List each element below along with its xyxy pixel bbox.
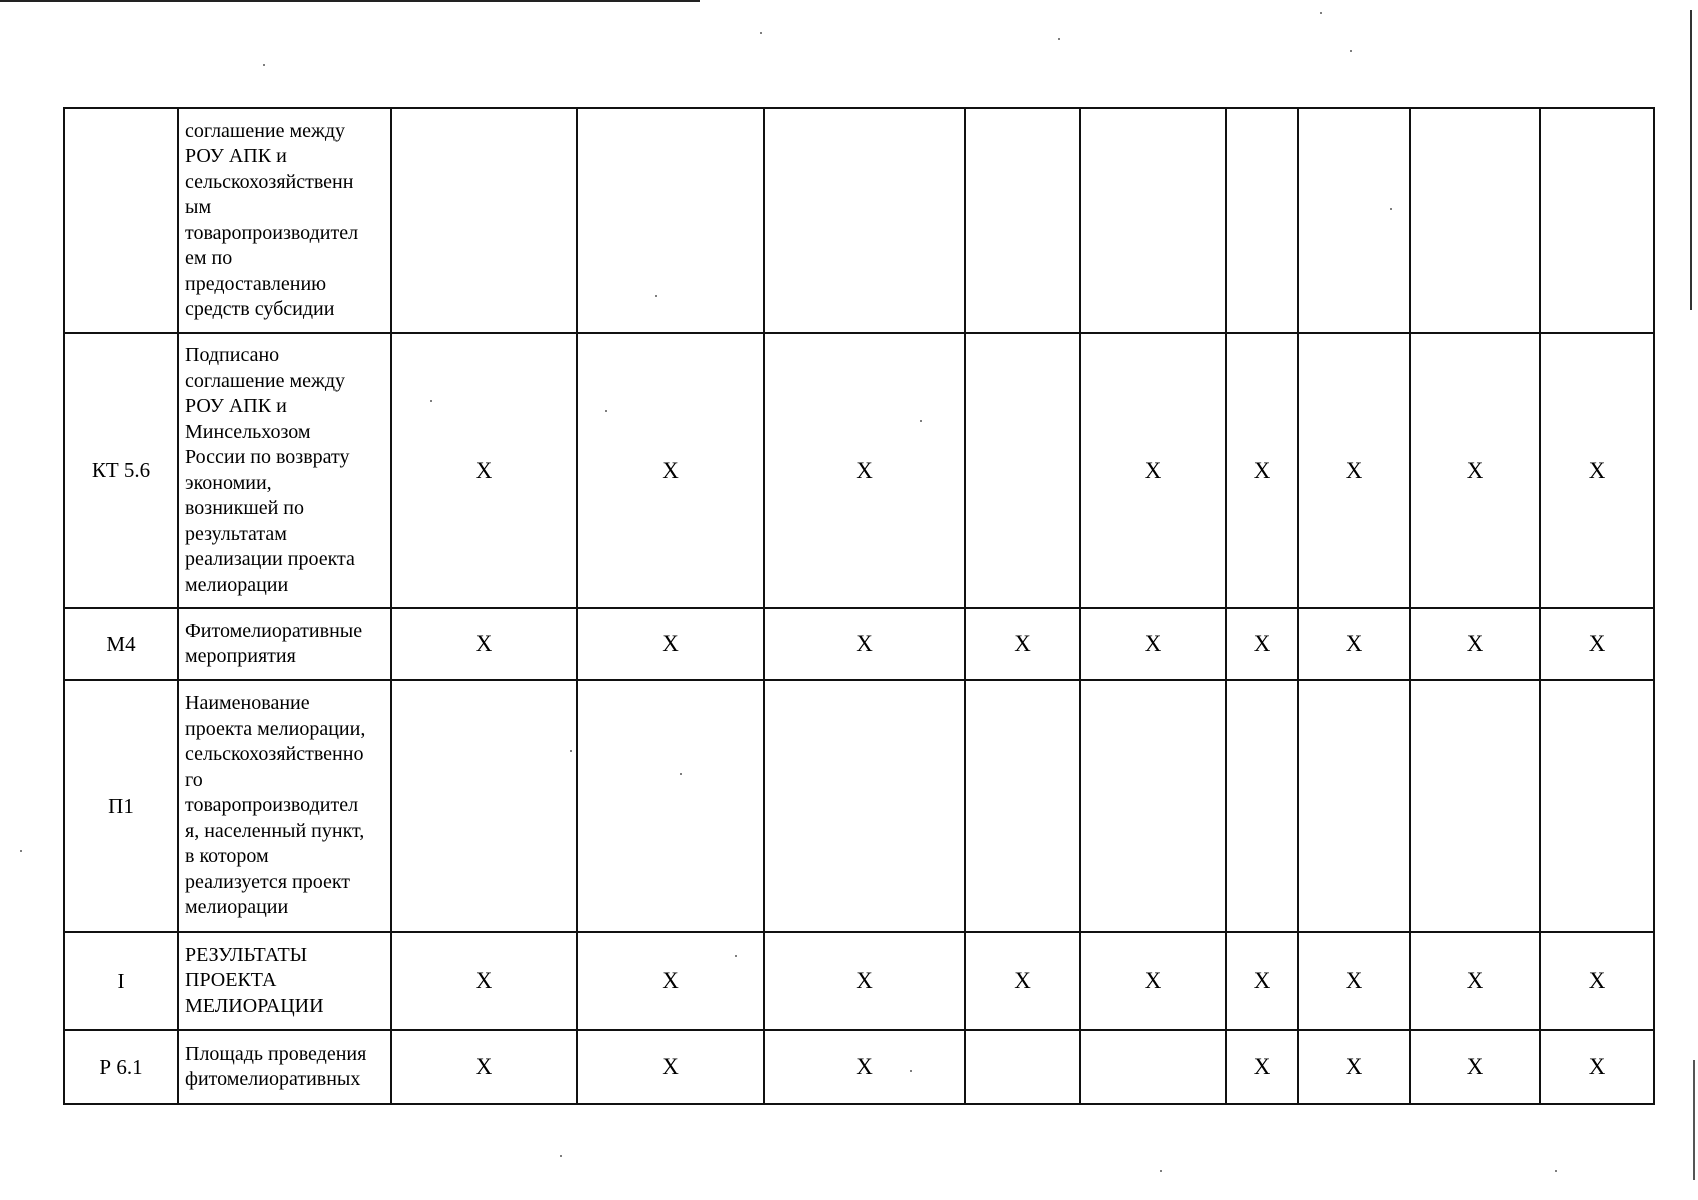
row-mark-cell: X [1410,608,1540,680]
scan-speck [263,64,265,66]
row-mark-cell [1540,680,1654,932]
row-mark-cell: X [391,608,577,680]
row-mark-cell: X [1298,1030,1410,1104]
row-mark-cell [1410,680,1540,932]
row-mark-cell: X [1226,608,1298,680]
table-body [64,108,1654,1104]
scan-speck [760,32,762,34]
row-mark-cell: X [1410,1030,1540,1104]
row-code-cell: П1 [64,680,178,932]
scan-speck [1320,12,1322,14]
row-mark-cell [965,1030,1080,1104]
row-name-cell: Наименование проекта мелиорации, сельскохозяйственно го товаропроизводител я, населенный пункт, в котором реализуется проект мелиорации [178,680,391,932]
row-mark-cell: X [965,608,1080,680]
row-mark-cell [764,680,965,932]
row-mark-cell: X [1080,608,1226,680]
document-table [63,107,1655,1105]
row-mark-cell [965,333,1080,608]
row-mark-cell: X [965,932,1080,1030]
table-row [64,108,1654,333]
scan-edge-mark [1690,10,1692,310]
row-mark-cell: X [764,333,965,608]
scan-speck [1350,50,1352,52]
scan-speck [1058,38,1060,40]
row-mark-cell: X [1540,932,1654,1030]
scan-speck [655,295,657,297]
scan-speck [1390,208,1392,210]
row-mark-cell: X [1540,1030,1654,1104]
row-mark-cell [1226,108,1298,333]
row-mark-cell: X [1298,333,1410,608]
scan-speck [570,750,572,752]
row-mark-cell [1080,108,1226,333]
scan-speck [1160,1170,1162,1172]
table-row [64,608,1654,680]
row-mark-cell: X [577,333,764,608]
row-mark-cell [391,108,577,333]
row-mark-cell [1410,108,1540,333]
scan-speck [910,1070,912,1072]
row-mark-cell: X [1080,333,1226,608]
table-row [64,1030,1654,1104]
row-mark-cell: X [1226,1030,1298,1104]
row-name-cell: Фитомелиоративные мероприятия [178,608,391,680]
row-mark-cell [764,108,965,333]
row-code-cell: I [64,932,178,1030]
row-mark-cell [965,108,1080,333]
row-mark-cell: X [1540,333,1654,608]
scan-speck [560,1155,562,1157]
row-mark-cell: X [1226,932,1298,1030]
table-row [64,333,1654,608]
row-mark-cell: X [1080,932,1226,1030]
row-code-cell: Р 6.1 [64,1030,178,1104]
row-code-cell [64,108,178,333]
row-mark-cell: X [1298,932,1410,1030]
row-mark-cell: X [1298,608,1410,680]
row-mark-cell: X [764,932,965,1030]
row-mark-cell [1226,680,1298,932]
row-mark-cell [1298,680,1410,932]
scan-speck [430,400,432,402]
scan-edge-mark [1693,1060,1695,1180]
row-mark-cell: X [1410,932,1540,1030]
row-code-cell: М4 [64,608,178,680]
row-mark-cell [1540,108,1654,333]
row-mark-cell: X [764,608,965,680]
row-mark-cell: X [1226,333,1298,608]
row-mark-cell [577,680,764,932]
row-mark-cell: X [391,333,577,608]
row-mark-cell [965,680,1080,932]
row-mark-cell: X [577,932,764,1030]
scan-speck [1555,1170,1557,1172]
table-row [64,680,1654,932]
row-mark-cell: X [1540,608,1654,680]
row-mark-cell [1080,1030,1226,1104]
scan-speck [680,773,682,775]
top-rule-line [0,0,700,2]
row-mark-cell [1080,680,1226,932]
row-mark-cell: X [391,932,577,1030]
row-mark-cell: X [577,1030,764,1104]
row-mark-cell: X [1410,333,1540,608]
scan-speck [735,955,737,957]
row-name-cell: Подписано соглашение между РОУ АПК и Минсельхозом России по возврату экономии, возникшей по результатам реализации проекта мелиорации [178,333,391,608]
table-row [64,932,1654,1030]
row-mark-cell [1298,108,1410,333]
row-name-cell: соглашение между РОУ АПК и сельскохозяйственн ым товаропроизводител ем по предоставлению средств субсидии [178,108,391,333]
scan-speck [605,410,607,412]
scan-speck [20,850,22,852]
row-mark-cell: X [764,1030,965,1104]
row-name-cell: Площадь проведения фитомелиоративных [178,1030,391,1104]
row-mark-cell [391,680,577,932]
row-name-cell: РЕЗУЛЬТАТЫ ПРОЕКТА МЕЛИОРАЦИИ [178,932,391,1030]
scan-speck [920,420,922,422]
row-code-cell: КТ 5.6 [64,333,178,608]
row-mark-cell: X [391,1030,577,1104]
row-mark-cell [577,108,764,333]
row-mark-cell: X [577,608,764,680]
